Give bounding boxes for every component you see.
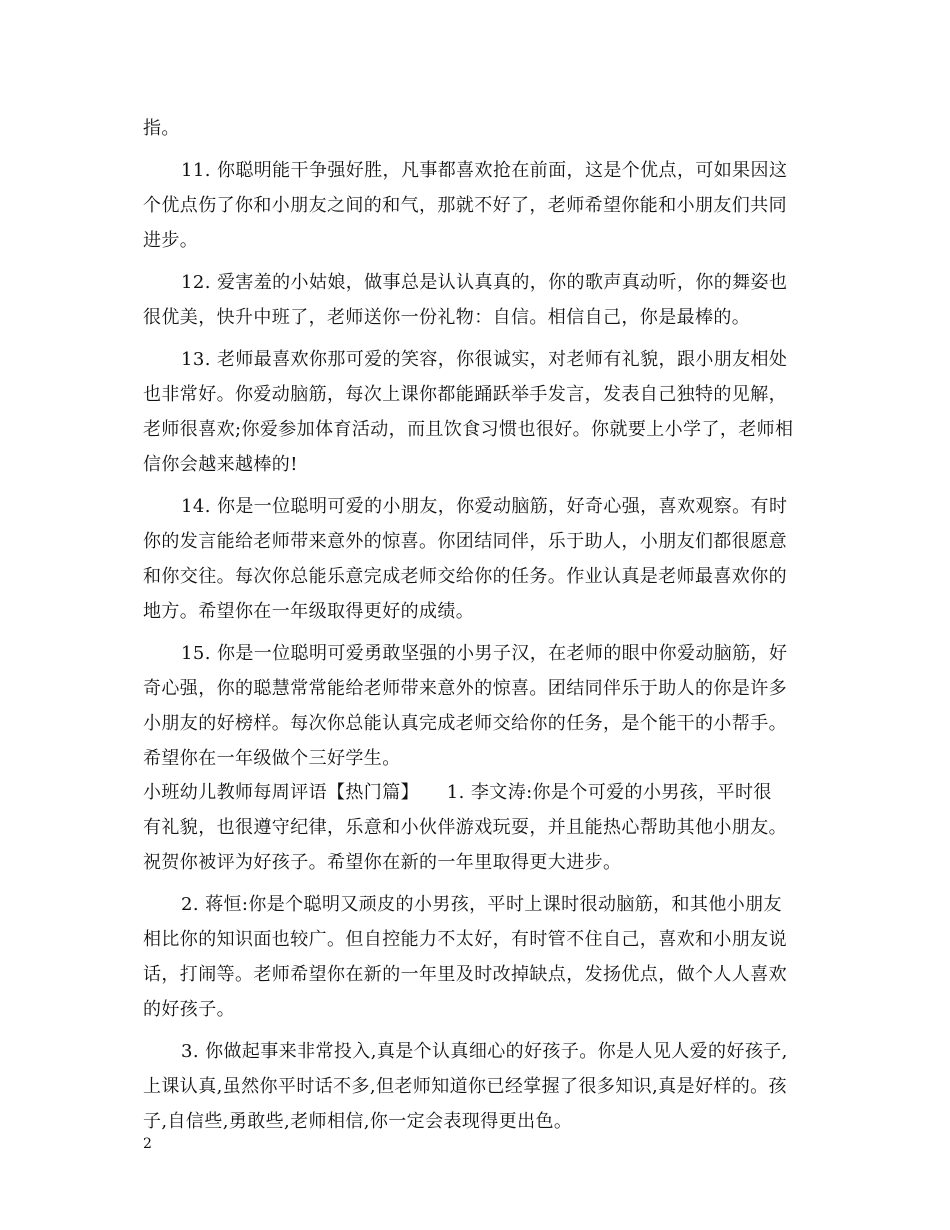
- text-line: 指。: [143, 118, 180, 139]
- text-line: 信你会越来越棒的!: [143, 454, 298, 475]
- text-line: 相比你的知识面也较广。但自控能力不太好，有时管不住自己，喜欢和小朋友说: [143, 929, 787, 950]
- text-line: 希望你在一年级做个三好学生。: [143, 748, 401, 769]
- text-line: 奇心强，你的聪慧常常能给老师带来意外的惊喜。团结同伴乐于助人的你是许多: [143, 678, 787, 699]
- text-line: 也非常好。你爱动脑筋，每次上课你都能踊跃举手发言，发表自己独特的见解，: [143, 384, 787, 405]
- text-line: 话，打闹等。老师希望你在新的一年里及时改掉缺点，发扬优点，做个人人喜欢: [143, 964, 787, 985]
- text-line: 12. 爱害羞的小姑娘，做事总是认认真真的，你的歌声真动听，你的舞姿也: [181, 272, 788, 293]
- text-line: 祝贺你被评为好孩子。希望你在新的一年里取得更大进步。: [143, 852, 622, 873]
- text-line: 14. 你是一位聪明可爱的小朋友，你爱动脑筋，好奇心强，喜欢观察。有时: [181, 496, 788, 517]
- page-number: 2: [143, 1136, 152, 1152]
- text-line: 11. 你聪明能干争强好胜，凡事都喜欢抢在前面，这是个优点，可如果因这: [181, 160, 788, 181]
- text-line: 老师很喜欢;你爱参加体育活动，而且饮食习惯也很好。你就要上小学了，老师相: [143, 419, 794, 440]
- text-line: 很优美，快升中班了，老师送你一份礼物：自信。相信自己，你是最棒的。: [143, 307, 751, 328]
- text-line: 地方。希望你在一年级取得更好的成绩。: [143, 601, 475, 622]
- text-line: 的好孩子。: [143, 999, 235, 1020]
- text-line: 3. 你做起事来非常投入,真是个认真细心的好孩子。你是人见人爱的好孩子,: [181, 1041, 788, 1062]
- text-line: 进步。: [143, 230, 199, 251]
- text-line: 2. 蒋恒:你是个聪明又顽皮的小男孩，平时上课时很动脑筋，和其他小朋友: [181, 894, 782, 915]
- section-heading-line: 小班幼儿教师每周评语【热门篇】 1. 李文涛:你是个可爱的小男孩，平时很: [143, 782, 772, 803]
- text-line: 你的发言能给老师带来意外的惊喜。你团结同伴，乐于助人，小朋友们都很愿意: [143, 531, 787, 552]
- text-line: 13. 老师最喜欢你那可爱的笑容，你很诚实，对老师有礼貌，跟小朋友相处: [181, 349, 788, 370]
- text-line: 子,自信些,勇敢些,老师相信,你一定会表现得更出色。: [143, 1111, 573, 1132]
- text-line: 上课认真,虽然你平时话不多,但老师知道你已经掌握了很多知识,真是好样的。孩: [143, 1076, 787, 1097]
- text-line: 个优点伤了你和小朋友之间的和气，那就不好了，老师希望你能和小朋友们共同: [143, 195, 787, 216]
- text-line: 小朋友的好榜样。每次你总能认真完成老师交给你的任务，是个能干的小帮手。: [143, 713, 787, 734]
- text-line: 和你交往。每次你总能乐意完成老师交给你的任务。作业认真是老师最喜欢你的: [143, 566, 787, 587]
- text-line: 15. 你是一位聪明可爱勇敢坚强的小男子汉，在老师的眼中你爱动脑筋，好: [181, 643, 788, 664]
- text-line: 有礼貌，也很遵守纪律，乐意和小伙伴游戏玩耍，并且能热心帮助其他小朋友。: [143, 817, 787, 838]
